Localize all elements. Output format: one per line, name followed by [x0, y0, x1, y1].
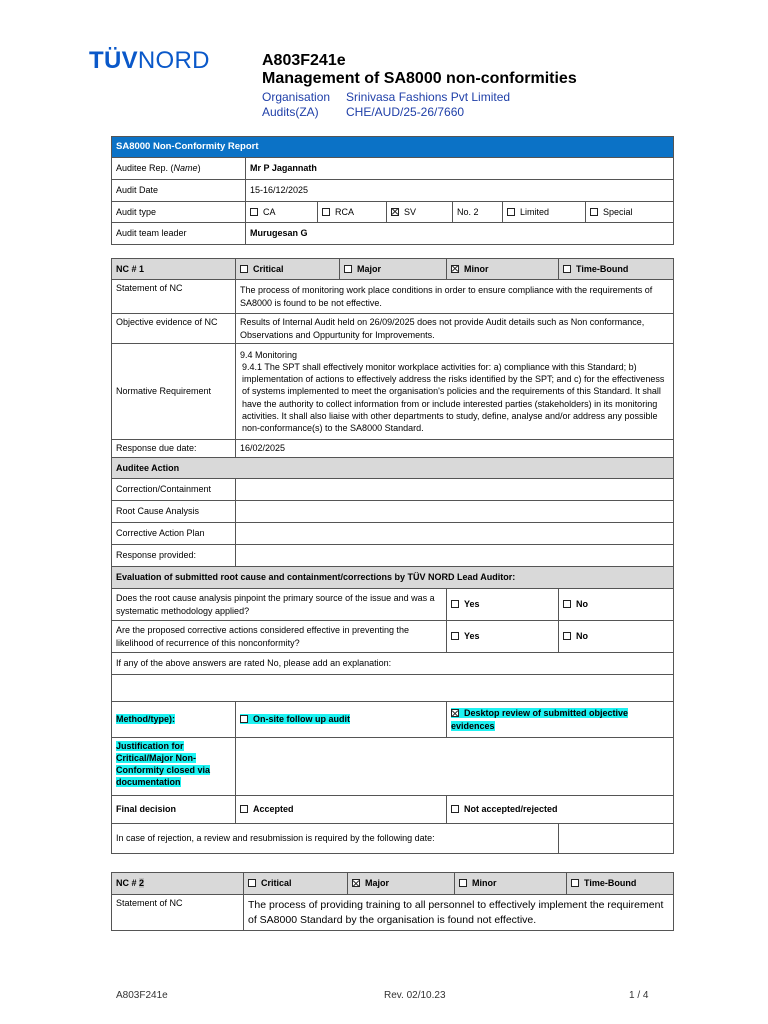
audits-line	[262, 105, 464, 119]
explanation-prompt: If any of the above answers are rated No, please add an explanation:	[112, 653, 674, 675]
nc2-table	[111, 872, 674, 931]
auditee-rep-label: Auditee Rep. (Name)	[112, 158, 246, 180]
report-title: SA8000 Non-Conformity Report	[112, 137, 674, 158]
logo-nord: NORD	[137, 47, 210, 74]
response-provided-field[interactable]	[236, 545, 674, 567]
root-cause-field[interactable]	[236, 501, 674, 523]
checkbox-icon[interactable]	[250, 208, 258, 216]
audits-value: CHE/AUD/25-26/7660	[346, 105, 465, 119]
checkbox-icon[interactable]	[240, 805, 248, 813]
response-provided-label: Response provided:	[112, 545, 236, 567]
nc1-statement-label: Statement of NC	[112, 280, 236, 314]
checkbox-icon[interactable]	[248, 879, 256, 887]
checkbox-icon[interactable]	[451, 600, 459, 608]
audit-type-limited[interactable]: Limited	[503, 202, 586, 223]
decision-accepted[interactable]: Accepted	[236, 796, 447, 824]
auditee-action-heading: Auditee Action	[112, 458, 674, 479]
footer-revision: Rev. 02/10.23	[384, 990, 446, 1001]
audit-date-value: 15-16/12/2025	[246, 180, 674, 202]
justification-label: Justification for Critical/Major Non-Conformity closed via documentation	[112, 738, 236, 796]
q2-yes[interactable]: Yes	[447, 621, 559, 653]
q1-yes[interactable]: Yes	[447, 589, 559, 621]
rejection-note: In case of rejection, a review and resubmission is required by the following date:	[112, 824, 559, 854]
root-cause-label: Root Cause Analysis	[112, 501, 236, 523]
nc2-minor[interactable]: Minor	[455, 873, 567, 895]
checkbox-icon[interactable]	[322, 208, 330, 216]
checked-checkbox-icon[interactable]	[391, 208, 399, 216]
nc1-objective-label: Objective evidence of NC	[112, 314, 236, 344]
checked-checkbox-icon[interactable]	[352, 879, 360, 887]
normative-text: 9.4.1 The SPT shall effectively monitor workplace activities for: a) compliance with this Standard; b) implementation of actions to effectively address the risks identified by the SPT; and c) for the effectiveness of systems implemented to meet the organisation's policies and the requirements of this Standard. It shall have the authority to collect information from or include interested parties (stakeholders) in its monitoring activities. It shall also liaise with other departments to study, define, analyse and/or address any possible non-conformance(s) to the SA8000 Standard.	[242, 362, 665, 433]
corrective-plan-label: Corrective Action Plan	[112, 523, 236, 545]
auditee-rep-value: Mr P Jagannath	[246, 158, 674, 180]
organisation-line	[262, 90, 510, 104]
justification-field[interactable]	[236, 738, 674, 796]
checkbox-icon[interactable]	[459, 879, 467, 887]
audit-date-label: Audit Date	[112, 180, 246, 202]
checkbox-icon[interactable]	[344, 265, 352, 273]
nc1-minor[interactable]: Minor	[447, 259, 559, 280]
checkbox-icon[interactable]	[590, 208, 598, 216]
checkbox-icon[interactable]	[240, 715, 248, 723]
checkbox-icon[interactable]	[507, 208, 515, 216]
team-leader-label: Audit team leader	[112, 223, 246, 245]
checked-checkbox-icon[interactable]	[451, 265, 459, 273]
nc2-statement-label: Statement of NC	[112, 895, 244, 931]
footer-page: 1 / 4	[629, 990, 649, 1001]
nc1-normative-cell	[236, 344, 674, 440]
audit-type-number: No. 2	[453, 202, 503, 223]
correction-label: Correction/Containment	[112, 479, 236, 501]
response-due-value: 16/02/2025	[236, 440, 674, 458]
decision-rejected[interactable]: Not accepted/rejected	[447, 796, 674, 824]
checkbox-icon[interactable]	[563, 632, 571, 640]
normative-title: 9.4 Monitoring	[240, 350, 298, 360]
team-leader-value: Murugesan G	[246, 223, 674, 245]
correction-field[interactable]	[236, 479, 674, 501]
nc1-label: NC # 1	[112, 259, 236, 280]
resubmission-date-field[interactable]	[559, 824, 674, 854]
audits-label: Audits(ZA)	[262, 105, 319, 119]
nc2-time-bound[interactable]: Time-Bound	[567, 873, 674, 895]
nc1-table	[111, 258, 674, 854]
method-desktop[interactable]: Desktop review of submitted objective evidences	[447, 702, 674, 738]
audit-type-label: Audit type	[112, 202, 246, 223]
method-onsite[interactable]: On-site follow up audit	[236, 702, 447, 738]
q2-no[interactable]: No	[559, 621, 674, 653]
organisation-label: Organisation	[262, 90, 331, 104]
response-due-label: Response due date:	[112, 440, 236, 458]
audit-type-rca[interactable]: RCA	[318, 202, 387, 223]
checked-checkbox-icon[interactable]	[451, 709, 459, 717]
nc1-major[interactable]: Major	[340, 259, 447, 280]
audit-type-special[interactable]: Special	[586, 202, 674, 223]
nc1-statement-text: The process of monitoring work place conditions in order to ensure compliance with the requirements of SA8000 is found to be not effective.	[236, 280, 674, 314]
nc2-statement-text: The process of providing training to all personnel to effectively implement the requirement of SA8000 Standard by the organisation is found not effective.	[244, 895, 674, 931]
checkbox-icon[interactable]	[451, 805, 459, 813]
q1-no[interactable]: No	[559, 589, 674, 621]
document-code: A803F241e	[262, 52, 346, 69]
corrective-plan-field[interactable]	[236, 523, 674, 545]
audit-type-sv[interactable]: SV	[387, 202, 453, 223]
nc1-time-bound[interactable]: Time-Bound	[559, 259, 674, 280]
organisation-value: Srinivasa Fashions Pvt Limited	[346, 90, 511, 104]
nc2-critical[interactable]: Critical	[244, 873, 348, 895]
question-root-cause: Does the root cause analysis pinpoint the primary source of the issue and was a systematic methodology applied?	[112, 589, 447, 621]
checkbox-icon[interactable]	[571, 879, 579, 887]
nc1-objective-text: Results of Internal Audit held on 26/09/2025 does not provide Audit details such as Non conformance, Observations and Oppurtunity for Improvements.	[236, 314, 674, 344]
evaluation-heading: Evaluation of submitted root cause and containment/corrections by TÜV NORD Lead Auditor:	[112, 567, 674, 589]
question-corrective-actions: Are the proposed corrective actions considered effective in preventing the likelihood of recurrence of this nonconformity?	[112, 621, 447, 653]
audit-type-ca[interactable]: CA	[246, 202, 318, 223]
checkbox-icon[interactable]	[563, 265, 571, 273]
checkbox-icon[interactable]	[451, 632, 459, 640]
checkbox-icon[interactable]	[240, 265, 248, 273]
explanation-field[interactable]	[112, 675, 674, 702]
tuv-nord-logo	[89, 47, 210, 75]
logo-tuv: TÜV	[89, 47, 138, 74]
page-title: Management of SA8000 non-conformities	[262, 70, 577, 87]
method-label: Method/type):	[112, 702, 236, 738]
nc-report-table	[111, 136, 674, 245]
nc2-major[interactable]: Major	[348, 873, 455, 895]
final-decision-label: Final decision	[112, 796, 236, 824]
footer-code: A803F241e	[116, 990, 168, 1001]
nc1-critical[interactable]: Critical	[236, 259, 340, 280]
checkbox-icon[interactable]	[563, 600, 571, 608]
nc1-normative-label: Normative Requirement	[112, 344, 236, 440]
nc2-label: NC # 2	[112, 873, 244, 895]
